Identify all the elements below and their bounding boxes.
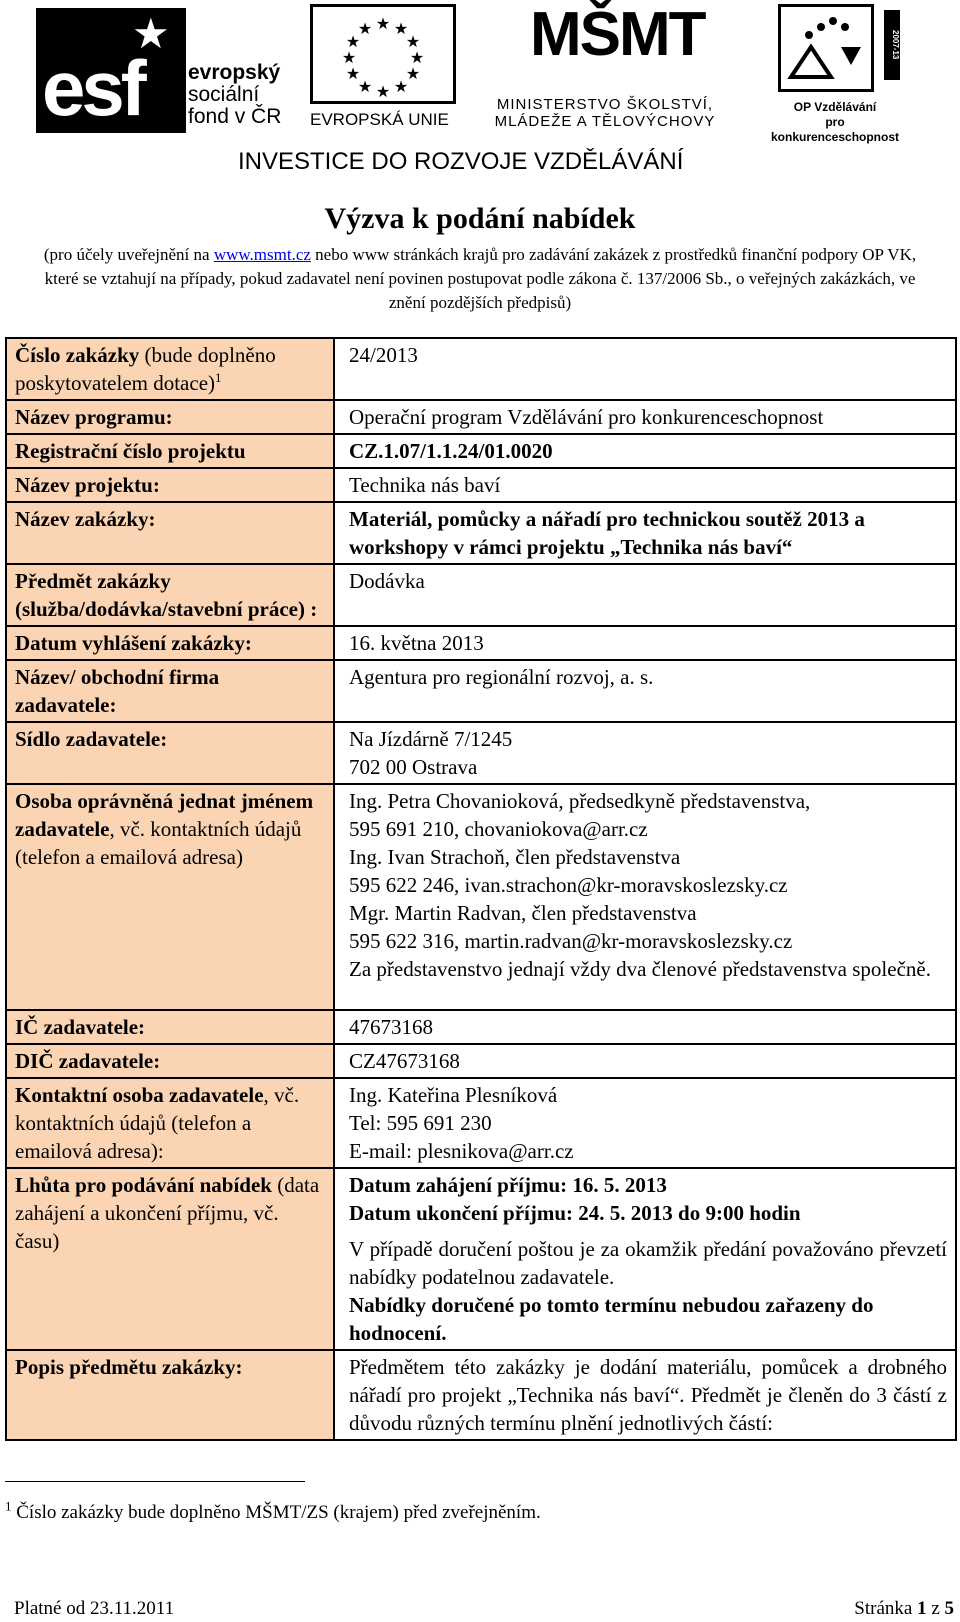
label-cislo-bold: Číslo zakázky bbox=[15, 343, 140, 367]
label-registrace: Registrační číslo projektu bbox=[6, 434, 334, 468]
table-row bbox=[6, 1168, 956, 1350]
investice-slogan: INVESTICE DO ROZVOJE VZDĚLÁVÁNÍ bbox=[238, 148, 684, 175]
op-logo-box bbox=[778, 4, 874, 92]
osoba-line: Ing. Ivan Strachoň, člen představenstva bbox=[349, 845, 681, 869]
lhuta-note: V případě doručení poštou je za okamžik předání považováno převzetí nabídky podatelnou zadavatele. bbox=[349, 1237, 947, 1289]
table-row bbox=[6, 1078, 956, 1168]
svg-text:★: ★ bbox=[405, 66, 421, 83]
lhuta-warning: Nabídky doručené po tomto termínu nebudou zařazeny do hodnocení. bbox=[349, 1293, 874, 1345]
svg-text:★: ★ bbox=[357, 21, 373, 38]
value-registrace: CZ.1.07/1.1.24/01.0020 bbox=[334, 434, 956, 468]
footer-page-sep: z bbox=[926, 1598, 945, 1619]
table-row bbox=[6, 468, 956, 502]
table-row bbox=[6, 722, 956, 784]
table-row bbox=[6, 1044, 956, 1078]
esf-logo-line2: sociální bbox=[188, 83, 260, 106]
value-dic: CZ47673168 bbox=[334, 1044, 956, 1078]
label-osoba bbox=[6, 784, 334, 1010]
value-kontakt bbox=[334, 1078, 956, 1168]
value-projekt: Technika nás baví bbox=[334, 468, 956, 502]
footnote-text: Číslo zakázky bude doplněno MŠMT/ZS (krajem) před zveřejněním. bbox=[11, 1502, 541, 1523]
footer-validity: Platné od 23.11.2011 bbox=[14, 1598, 175, 1619]
logo-strip bbox=[0, 0, 960, 150]
esf-logo-line1: evropský bbox=[188, 61, 281, 84]
footer-page-current: 1 bbox=[917, 1598, 927, 1619]
label-sidlo: Sídlo zadavatele: bbox=[6, 722, 334, 784]
label-lhuta-bold: Lhůta pro podávání nabídek bbox=[15, 1173, 272, 1197]
table-row bbox=[6, 564, 956, 626]
table-row bbox=[6, 626, 956, 660]
msmt-logo-text bbox=[470, 96, 740, 130]
table-row bbox=[6, 400, 956, 434]
esf-logo-block bbox=[36, 8, 186, 133]
subtitle-pre: (pro účely uveřejnění na bbox=[43, 245, 214, 264]
eu-flag bbox=[310, 4, 456, 104]
esf-logo-text bbox=[188, 62, 281, 128]
value-predmet: Dodávka bbox=[334, 564, 956, 626]
msmt-link[interactable]: www.msmt.cz bbox=[213, 245, 311, 264]
msmt-logo-line1: MINISTERSTVO ŠKOLSTVÍ, bbox=[496, 96, 714, 113]
footer-page-total: 5 bbox=[944, 1598, 954, 1619]
value-firma: Agentura pro regionální rozvoj, a. s. bbox=[334, 660, 956, 722]
value-lhuta bbox=[334, 1168, 956, 1350]
osoba-line: 595 691 210, chovaniokova@arr.cz bbox=[349, 817, 648, 841]
footnote-ref: 1 bbox=[215, 370, 222, 385]
value-datum: 16. května 2013 bbox=[334, 626, 956, 660]
msmt-logo-line2: MLÁDEŽE A TĚLOVÝCHOVY bbox=[494, 113, 716, 130]
eu-stars-icon bbox=[313, 7, 453, 101]
page-subtitle bbox=[40, 243, 920, 315]
star-icon: ★ bbox=[132, 12, 170, 58]
osoba-line: 595 622 246, ivan.strachon@kr-moravskoslezsky.cz bbox=[349, 873, 788, 897]
footnote bbox=[5, 1498, 541, 1524]
value-popis: Předmětem této zakázky je dodání materiálu, pomůcek a drobného nářadí pro projekt „Technika nás baví“. Předmět je členěn do 3 částí z důvodu různých termínu plnění jednotlivých částí: bbox=[334, 1350, 956, 1440]
info-table bbox=[5, 337, 957, 1441]
value-sidlo bbox=[334, 722, 956, 784]
table-row bbox=[6, 1010, 956, 1044]
label-cislo bbox=[6, 338, 334, 400]
label-lhuta bbox=[6, 1168, 334, 1350]
kontakt-line: Ing. Kateřina Plesníková bbox=[349, 1083, 558, 1107]
msmt-logo bbox=[470, 0, 740, 134]
label-kontakt bbox=[6, 1078, 334, 1168]
label-osoba-rest: , vč. kontaktních údajů (telefon a emailová adresa) bbox=[15, 817, 302, 869]
label-zakazka: Název zakázky: bbox=[6, 502, 334, 564]
eu-logo-caption: EVROPSKÁ UNIE bbox=[310, 110, 449, 129]
svg-text:★: ★ bbox=[345, 34, 361, 51]
op-logo-text bbox=[760, 100, 910, 145]
svg-text:★: ★ bbox=[357, 79, 373, 96]
page-title: Výzva k podání nabídek bbox=[324, 202, 636, 235]
eu-logo bbox=[310, 4, 460, 132]
label-dic: DIČ zadavatele: bbox=[6, 1044, 334, 1078]
label-projekt: Název projektu: bbox=[6, 468, 334, 502]
op-logo bbox=[760, 4, 910, 144]
op-logo-line1: OP Vzdělávání bbox=[793, 100, 877, 114]
lhuta-end: Datum ukončení příjmu: 24. 5. 2013 do 9:00 hodin bbox=[349, 1201, 801, 1225]
footnote-number: 1 bbox=[5, 1498, 12, 1514]
footer-page-label: Stránka bbox=[854, 1598, 918, 1619]
svg-text:★: ★ bbox=[345, 66, 361, 83]
label-kontakt-rest: , vč. kontaktních údajů (telefon a emailová adresa): bbox=[15, 1083, 300, 1163]
label-kontakt-bold: Kontaktní osoba zadavatele bbox=[15, 1083, 264, 1107]
esf-logo-letters: esf bbox=[42, 44, 143, 132]
footnote-divider bbox=[5, 1481, 305, 1482]
svg-text:★: ★ bbox=[375, 16, 391, 33]
sidlo-line2: 702 00 Ostrava bbox=[349, 755, 478, 779]
value-zakazka: Materiál, pomůcky a nářadí pro technickou soutěž 2013 a workshopy v rámci projektu „Technika nás baví“ bbox=[334, 502, 956, 564]
osoba-line: Ing. Petra Chovanioková, předsedkyně představenstva, bbox=[349, 789, 811, 813]
osoba-line: 595 622 316, martin.radvan@kr-moravskoslezsky.cz bbox=[349, 929, 793, 953]
label-cislo-rest: (bude doplněno poskytovatelem dotace) bbox=[15, 343, 276, 395]
label-osoba-bold: Osoba oprávněná jednat jménem zadavatele bbox=[15, 789, 314, 841]
esf-logo-line3: fond v ČR bbox=[188, 105, 282, 128]
op-logo-icon bbox=[781, 7, 871, 89]
osoba-note: Za představenstvo jednají vždy dva členové představenstva společně. bbox=[349, 957, 931, 981]
table-row bbox=[6, 502, 956, 564]
label-ic: IČ zadavatele: bbox=[6, 1010, 334, 1044]
svg-text:★: ★ bbox=[393, 21, 409, 38]
osoba-line: Mgr. Martin Radvan, člen představenstva bbox=[349, 901, 697, 925]
kontakt-line: E-mail: plesnikova@arr.cz bbox=[349, 1139, 574, 1163]
label-datum: Datum vyhlášení zakázky: bbox=[6, 626, 334, 660]
value-program: Operační program Vzdělávání pro konkurenceschopnost bbox=[334, 400, 956, 434]
svg-text:★: ★ bbox=[341, 50, 357, 67]
esf-logo bbox=[36, 8, 296, 133]
table-row bbox=[6, 660, 956, 722]
value-ic: 47673168 bbox=[334, 1010, 956, 1044]
kontakt-line: Tel: 595 691 230 bbox=[349, 1111, 492, 1135]
table-row bbox=[6, 338, 956, 400]
svg-text:★: ★ bbox=[409, 50, 425, 67]
svg-text:★: ★ bbox=[405, 34, 421, 51]
lhuta-start: Datum zahájení příjmu: 16. 5. 2013 bbox=[349, 1173, 667, 1197]
table-row bbox=[6, 784, 956, 1010]
svg-text:★: ★ bbox=[375, 84, 391, 101]
value-osoba bbox=[334, 784, 956, 1010]
label-predmet: Předmět zakázky (služba/dodávka/stavební práce) : bbox=[6, 564, 334, 626]
label-lhuta-rest: (data zahájení a ukončení příjmu, vč. času) bbox=[15, 1173, 320, 1253]
table-row bbox=[6, 434, 956, 468]
msmt-logo-mark: MŠMT bbox=[530, 0, 705, 69]
table-row bbox=[6, 1350, 956, 1440]
subtitle-post: nebo www stránkách krajů pro zadávání zakázek z prostředků finanční podpory OP VK, které se vztahují na případy, pokud zadavatel není povinen postupovat podle zákona č. 137/2006 Sb., o veřejných zakázkách, ve znění pozdějších předpisů) bbox=[44, 245, 917, 312]
value-cislo: 24/2013 bbox=[334, 338, 956, 400]
label-firma: Název/ obchodní firma zadavatele: bbox=[6, 660, 334, 722]
footer-page-number bbox=[854, 1598, 954, 1620]
label-popis: Popis předmětu zakázky: bbox=[6, 1350, 334, 1440]
svg-text:★: ★ bbox=[393, 79, 409, 96]
sidlo-line1: Na Jízdárně 7/1245 bbox=[349, 727, 513, 751]
op-logo-line2: pro konkurenceschopnost bbox=[770, 115, 900, 144]
op-logo-side: 2007-13 bbox=[884, 10, 900, 80]
label-program: Název programu: bbox=[6, 400, 334, 434]
